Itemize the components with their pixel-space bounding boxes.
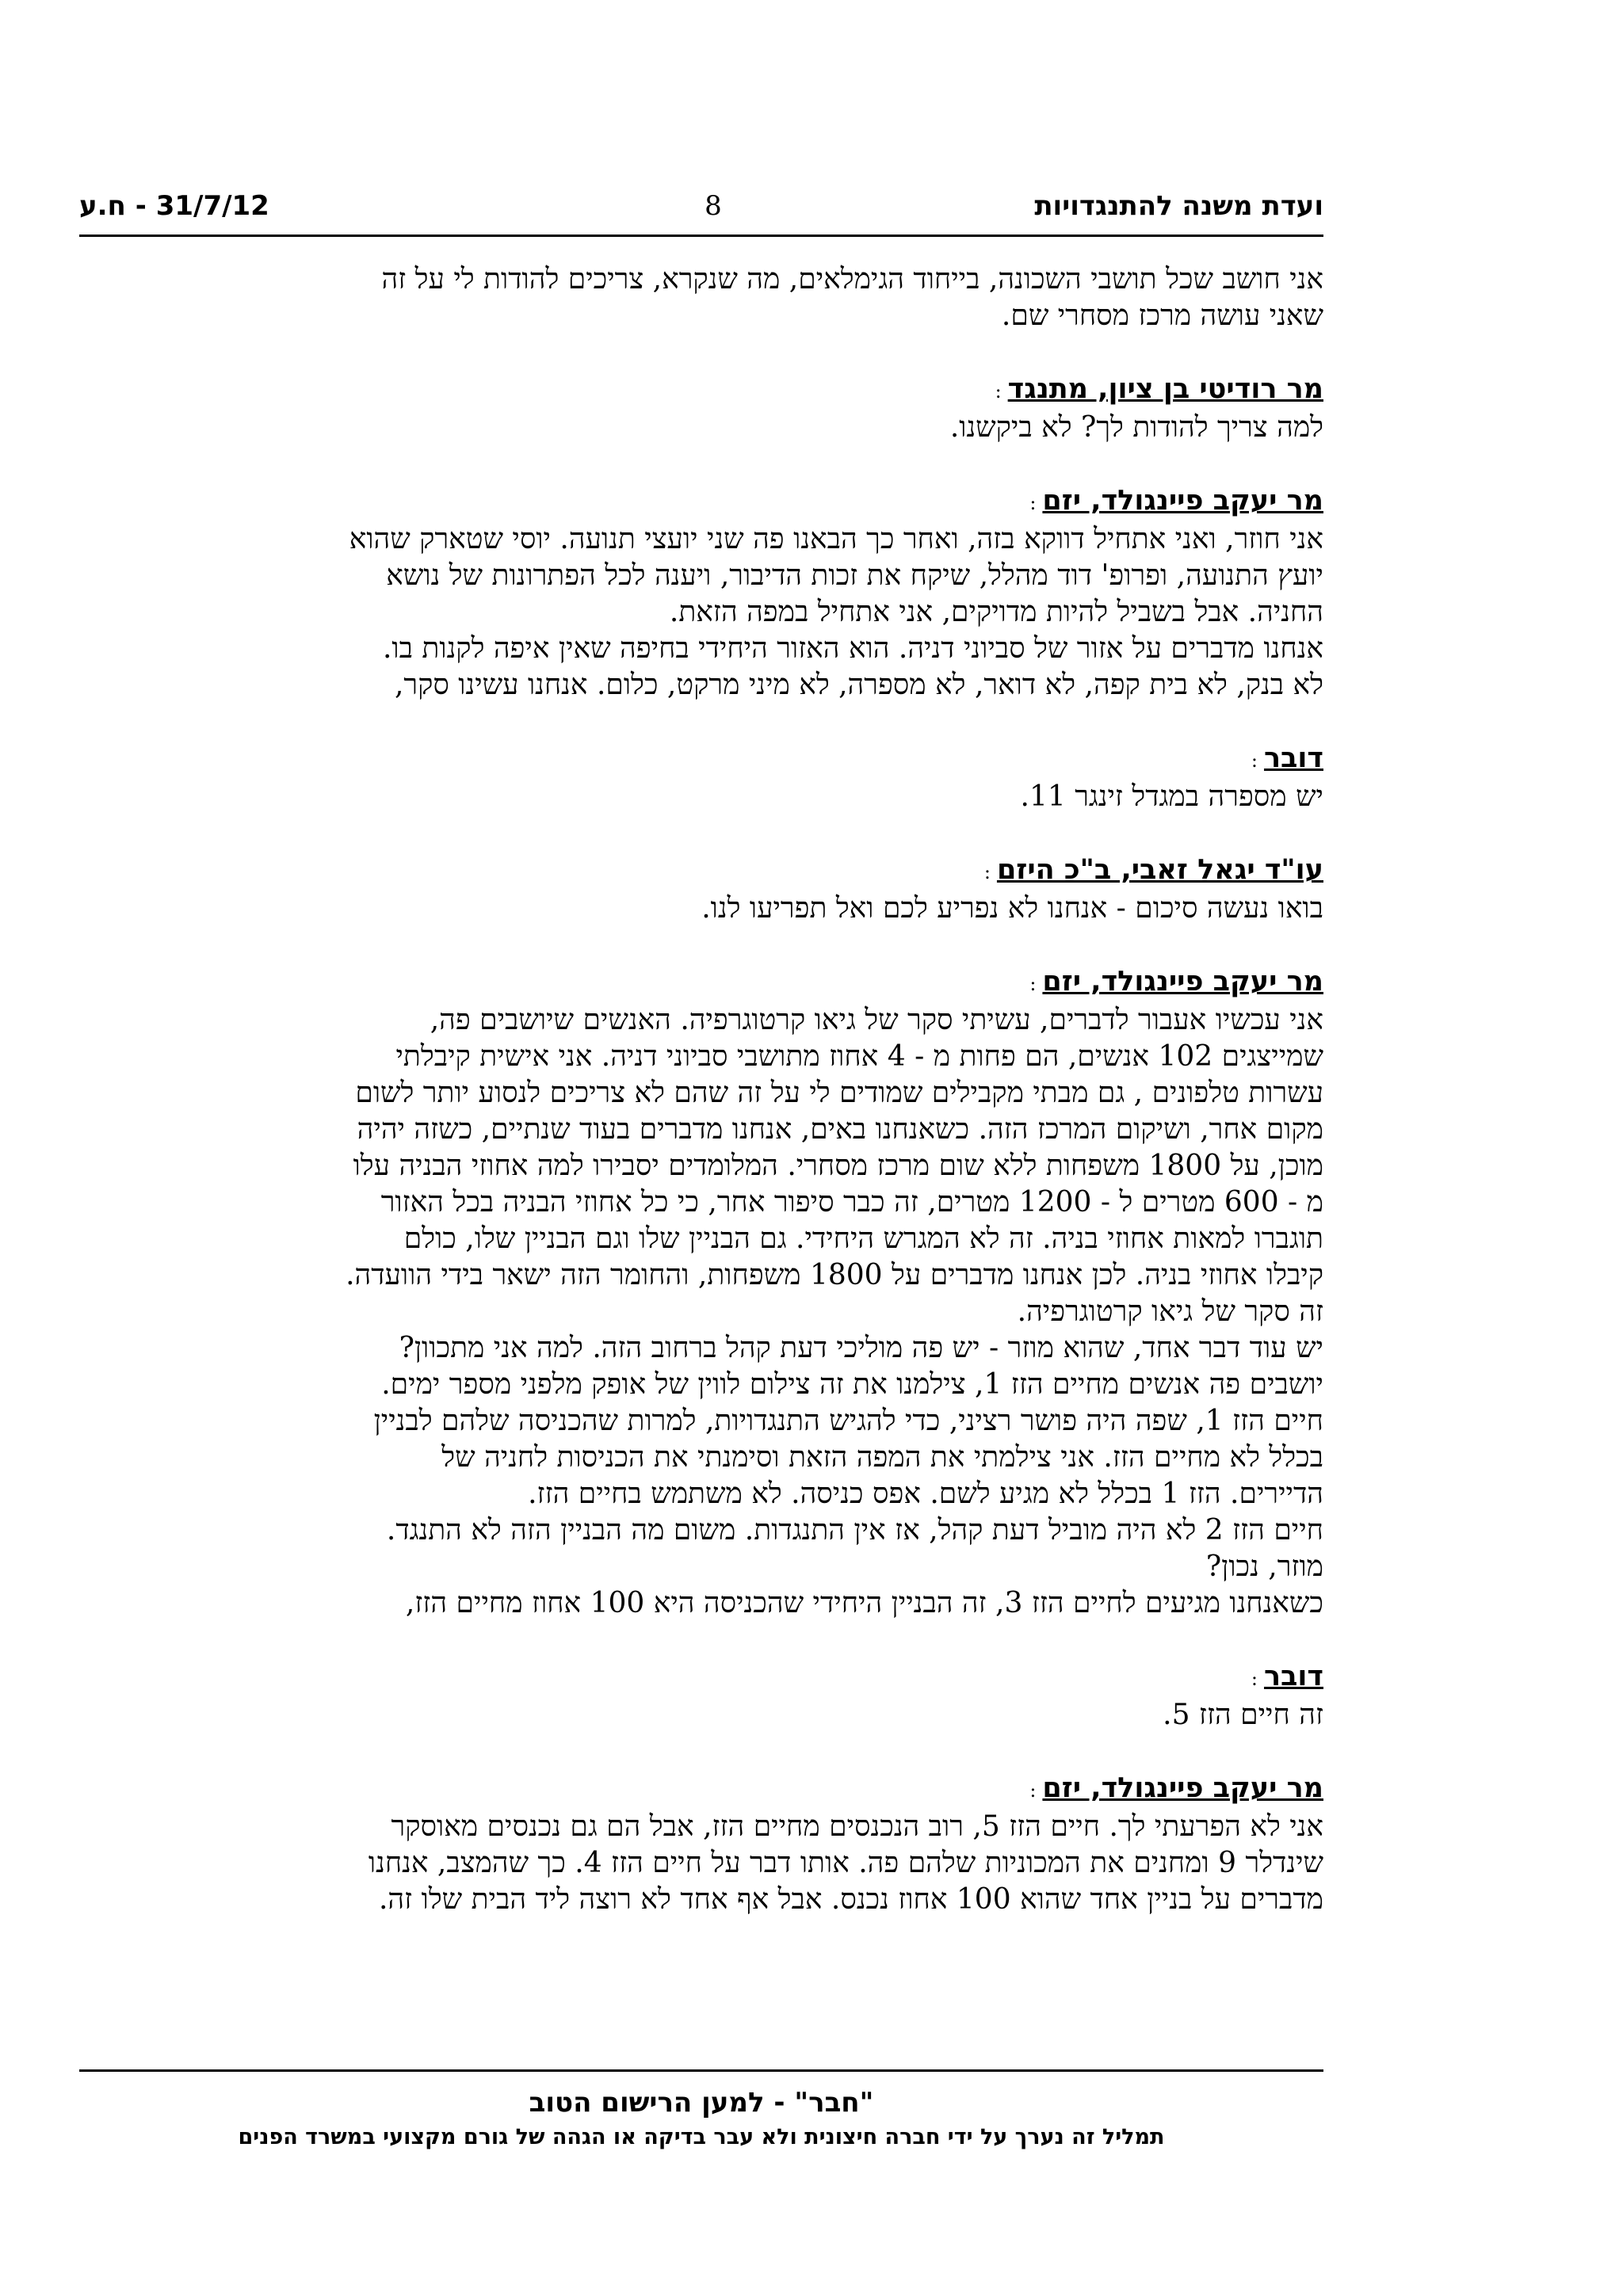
transcript-line: מ - 600 מטרים ל - 1200 מטרים, זה כבר סיפור אחר, כי כל אחוזי הבניה בכל האזור bbox=[380, 1186, 1323, 1219]
footer-divider bbox=[79, 2069, 1323, 2072]
transcript-line: חיים הזז 2 לא היה מוביל דעת קהל, אז אין התנגדות. משום מה הבניין הזה לא התנגד. bbox=[386, 1514, 1323, 1547]
paragraph-gap bbox=[79, 446, 1323, 482]
speaker-colon: : bbox=[1251, 1668, 1258, 1690]
transcript-line: יש עוד דבר אחד, שהוא מוזר - יש פה מוליכי דעת קהל ברחוב הזה. למה אני מתכוון? bbox=[399, 1332, 1323, 1364]
date-reference: 31/7/12 - ח.ע bbox=[79, 190, 269, 222]
transcript-line: זה חיים הזז 5. bbox=[1163, 1699, 1323, 1731]
paragraph-gap bbox=[79, 704, 1323, 740]
paragraph-gap bbox=[79, 815, 1323, 852]
transcript-body bbox=[79, 261, 1323, 1918]
speaker-colon: : bbox=[1029, 492, 1037, 514]
transcript-line: שאני עושה מרכז מסחרי שם. bbox=[1001, 299, 1323, 332]
transcript-line: מדברים על בניין אחד שהוא 100 אחוז נכנס. אבל אף אחד לא רוצה ליד הבית שלו זה. bbox=[378, 1883, 1323, 1916]
speaker-heading bbox=[79, 371, 1323, 410]
transcript-line: אנחנו מדברים על אזור של סביוני דניה. הוא האזור היחידי בחיפה שאין איפה לקנות בו. bbox=[382, 632, 1323, 665]
speaker-name: מר יעקב פיינגולד, יזם bbox=[1042, 485, 1323, 517]
speaker-name: דובר bbox=[1263, 1661, 1323, 1692]
transcript-line: בואו נעשה סיכום - אנחנו לא נפריע לכם ואל תפריעו לנו. bbox=[701, 892, 1323, 925]
speaker-name: דובר bbox=[1263, 742, 1323, 774]
transcript-line: כשאנחנו מגיעים לחיים הזז 3, זה הבניין היחידי שהכניסה היא 100 אחוז מחיים הזז, bbox=[405, 1587, 1323, 1619]
transcript-line: מוזר, נכון? bbox=[1205, 1550, 1323, 1583]
transcript-line: אני לא הפרעתי לך. חיים הזז 5, רוב הנכנסים מחיים הזז, אבל הם גם נכנסים מאוסקר bbox=[391, 1810, 1323, 1843]
speaker-name: מר יעקב פיינגולד, יזם bbox=[1042, 1772, 1323, 1804]
transcript-line: מוכן, על 1800 משפחות ללא שום מרכז מסחרי. המלומדים יסבירו למה אחוזי הבניה עלו bbox=[353, 1150, 1323, 1182]
transcript-line: יועץ התנועה, ופרופ' דוד מהלל, שיקח את זכות הדיבור, ויענה לכל הפתרונות של נושא bbox=[386, 559, 1323, 592]
transcript-line: יש מספרה במגדל זינגר 11. bbox=[1020, 780, 1323, 813]
speaker-colon: : bbox=[1029, 1779, 1037, 1802]
paragraph-gap bbox=[79, 334, 1323, 371]
speaker-heading bbox=[79, 482, 1323, 521]
transcript-line: שמייצגים 102 אנשים, הם פחות מ - 4 אחוז מתושבי סביוני דניה. אני אישית קיבלתי bbox=[395, 1040, 1323, 1073]
speaker-name: מר רודיטי בן ציון, מתנגד bbox=[1007, 373, 1323, 405]
paragraph-gap bbox=[79, 1622, 1323, 1658]
transcript-line: החניה. אבל בשביל להיות מדויקים, אני אתחיל במפה הזאת. bbox=[669, 596, 1323, 628]
paragraph-gap bbox=[79, 927, 1323, 963]
speaker-heading bbox=[79, 852, 1323, 891]
speaker-heading bbox=[79, 1658, 1323, 1697]
speaker-heading bbox=[79, 963, 1323, 1002]
page-header bbox=[79, 190, 1323, 237]
page-number: 8 bbox=[705, 190, 722, 222]
transcript-line: תוגברו למאות אחוזי בניה. זה לא המגרש היחידי. גם הבניין שלו וגם הבניין שלו, כולם bbox=[403, 1222, 1323, 1255]
transcript-line: חיים הזז 1, שפה היה פושר רציני, כדי להגיש התנגדויות, למרות שהכניסה שלהם לבניין bbox=[373, 1405, 1323, 1437]
transcript-line: יושבים פה אנשים מחיים הזז 1, צילמנו את זה צילום לווין של אופק מלפני מספר ימים. bbox=[381, 1368, 1323, 1401]
speaker-name: עו"ד יגאל זאבי, ב"כ היזם bbox=[996, 854, 1323, 886]
speaker-colon: : bbox=[995, 380, 1002, 402]
speaker-heading bbox=[79, 740, 1323, 779]
committee-name: ועדת משנה להתנגדויות bbox=[1034, 190, 1323, 222]
transcript-line: שינדלר 9 ומחנים את המכוניות שלהם פה. אותו דבר על חיים הזז 4. כך שהמצב, אנחנו bbox=[368, 1847, 1323, 1879]
speaker-name: מר יעקב פיינגולד, יזם bbox=[1042, 966, 1323, 997]
transcript-line: קיבלו אחוזי בניה. לכן אנחנו מדברים על 1800 משפחות, והחומר הזה ישאר בידי הוועדה. bbox=[346, 1259, 1323, 1291]
speaker-colon: : bbox=[1251, 749, 1258, 772]
transcript-line: לא בנק, לא בית קפה, לא דואר, לא מספרה, לא מיני מרקט, כלום. אנחנו עשינו סקר, bbox=[394, 669, 1323, 701]
transcript-line: אני חושב שכל תושבי השכונה, בייחוד הגימלאים, מה שנקרא, צריכים להודות לי על זה bbox=[381, 263, 1323, 296]
speaker-colon: : bbox=[1029, 973, 1037, 995]
speaker-colon: : bbox=[983, 861, 991, 883]
transcript-line: בכלל לא מחיים הזז. אני צילמתי את המפה הזאת וסימנתי את הכניסות לחניה של bbox=[441, 1441, 1323, 1474]
transcript-line: למה צריך להודות לך? לא ביקשנו. bbox=[949, 411, 1323, 444]
transcript-line: אני עכשיו אעבור לדברים, עשיתי סקר של גיאו קרטוגרפיה. האנשים שיושבים פה, bbox=[430, 1004, 1323, 1036]
speaker-heading bbox=[79, 1770, 1323, 1809]
footer-disclaimer: תמליל זה נערך על ידי חברה חיצונית ולא עבר בדיקה או הגהה של גורם מקצועי במשרד הפנים bbox=[238, 2125, 1165, 2149]
transcript-line: מקום אחר, ושיקום המרכז הזה. כשאנחנו באים, אנחנו מדברים בעוד שנתיים, כשזה יהיה bbox=[357, 1113, 1323, 1146]
paragraph-gap bbox=[79, 1733, 1323, 1770]
transcript-line: זה סקר של גיאו קרטוגרפיה. bbox=[1017, 1295, 1323, 1328]
transcript-line: עשרות טלפונים , גם מבתי מקבילים שמודים לי על זה שהם לא צריכים לנסוע יותר לשום bbox=[355, 1077, 1323, 1109]
footer-title: "חבר" - למען הרישום הטוב bbox=[529, 2087, 874, 2119]
transcript-line: אני חוזר, ואני אתחיל דווקא בזה, ואחר כך הבאנו פה שני יועצי תנועה. יוסי שטארק שהוא bbox=[349, 523, 1323, 555]
transcript-line: הדיירים. הזז 1 בכלל לא מגיע לשם. אפס כניסה. לא משתמש בחיים הזז. bbox=[528, 1478, 1323, 1510]
